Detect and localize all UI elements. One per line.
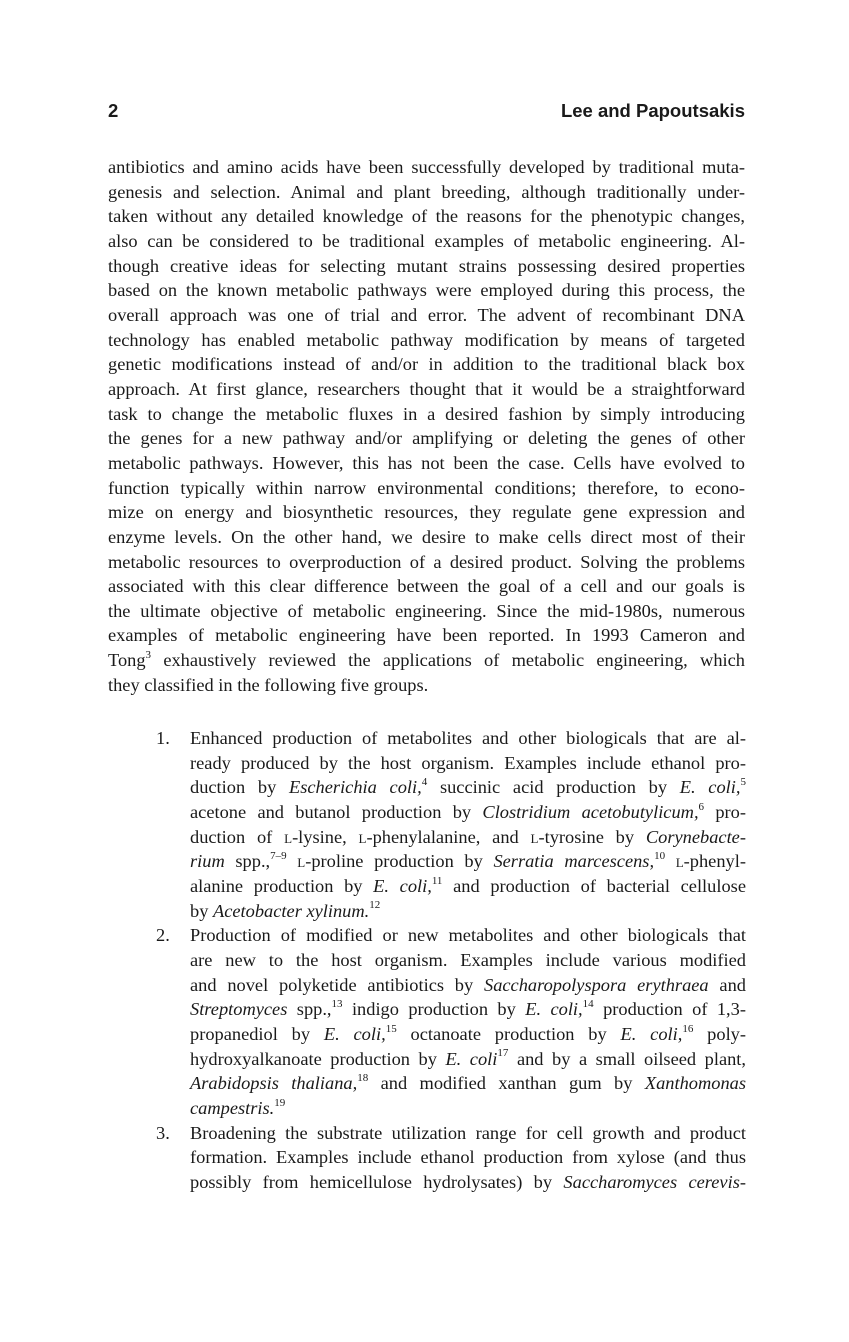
list-number: 2. (156, 925, 170, 946)
body-line: taken without any detailed knowledge of the reasons for the phenotypic changes, (108, 206, 745, 227)
body-line: overall approach was one of trial and error. The advent of recombinant DNA (108, 304, 745, 325)
numbered-list (150, 726, 746, 1194)
body-line: enzyme levels. On the other hand, we desire to make cells direct most of their (108, 526, 745, 547)
body-line: though creative ideas for selecting mutant strains possessing desired properties (108, 255, 745, 276)
body-line: task to change the metabolic fluxes in a desired fashion by simply introducing (108, 403, 745, 424)
body-line: metabolic pathways. However, this has not been the case. Cells have evolved to (108, 452, 745, 473)
list-item: 3. Broadening the substrate utilization range for cell growth and product formation. Examples include ethanol production from xylose (and thus possibly from hemicellulose hydrolysates) by Saccharomyces cerevis- (156, 1122, 746, 1192)
body-line: examples of metabolic engineering have been reported. In 1993 Cameron and (108, 625, 745, 646)
body-line: technology has enabled metabolic pathway modification by means of targeted (108, 329, 745, 350)
list-number: 3. (156, 1122, 170, 1143)
page-number: 2 (108, 100, 119, 121)
body-line: the genes for a new pathway and/or amplifying or deleting the genes of other (108, 428, 745, 449)
running-head: Lee and Papoutsakis (560, 100, 745, 121)
cited-author: Tong (108, 650, 146, 671)
body-line: antibiotics and amino acids have been successfully developed by traditional muta- (108, 157, 745, 177)
body-line: function typically within narrow environmental conditions; therefore, to econo- (108, 477, 745, 498)
body-line: genesis and selection. Animal and plant breeding, although traditionally under- (108, 181, 745, 202)
body-line: associated with this clear difference between the goal of a cell and our goals is (108, 576, 745, 597)
body-line: they classified in the following five groups. (108, 674, 429, 695)
list-number: 1. (156, 728, 170, 748)
body-line: metabolic resources to overproduction of a desired product. Solving the problems (108, 551, 745, 572)
body-line-citation: Tong$^3$ exhaustively reviewed the applications of metabolic engineering, which (108, 649, 745, 671)
body-line: genetic modifications instead of and/or in addition to the traditional black box (108, 354, 745, 375)
body-line: the ultimate objective of metabolic engineering. Since the mid-1980s, numerous (108, 600, 745, 621)
body-line: approach. At first glance, researchers thought that it would be a straightforward (108, 378, 745, 399)
list-item: 1. Enhanced production of metabolites and other biologicals that are al- ready produced by the host organism. Examples include ethanol pro- duction by Escherichia coli,$^4$ succinic acid production by E. coli,$^5$ acetone and butanol production by Clostridium acetobutylicum,$^6$ pro- duction of l-lysine, l-phenylalanine, and l-tyrosine by Corynebacte- rium spp.,$^{7-9}$ l-proline production by Serratia marcescens,$^{10}$ l-phenyl- alanine production by E. coli,$^{11}$ and production of bacterial cellulose by Acetobacter xylinum.$^{12}$ (156, 728, 746, 921)
body-paragraph (108, 155, 745, 697)
body-line: based on the known metabolic pathways were employed during this process, the (108, 280, 745, 301)
citation-number: 3 (145, 649, 152, 661)
list-item: 2. Production of modified or new metabolites and other biologicals that are new to the host organism. Examples include various modified and novel polyketide antibiotics by Saccharopolyspora erythraea and Streptomyces spp.,$^{13}$ indigo production by E. coli,$^{14}$ production of 1,3- propanediol by E. coli,$^{15}$ octanoate production by E. coli,$^{16}$ poly- hydroxyalkanoate production by E. coli$^{17}$ and by a small oilseed plant, Arabidopsis thaliana,$^{18}$ and modified xanthan gum by Xanthomonas campestris.$^{19}$ (156, 925, 747, 1118)
page-header (108, 100, 745, 128)
body-line: also can be considered to be traditional examples of metabolic engineering. Al- (108, 230, 745, 251)
body-line: mize on energy and biosynthetic resources, they regulate gene expression and (108, 502, 745, 523)
